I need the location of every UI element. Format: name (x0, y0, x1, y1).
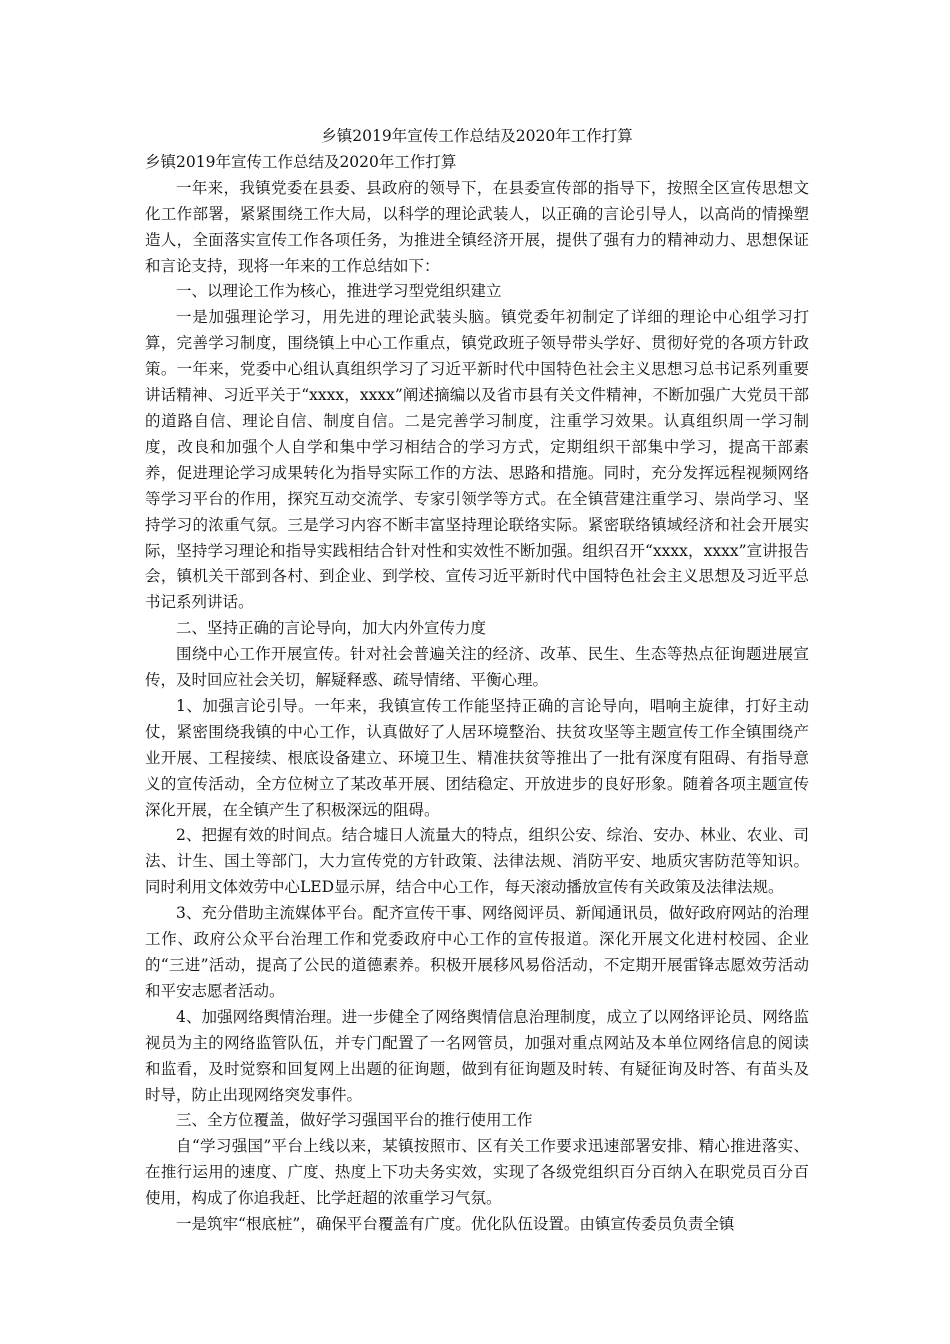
paragraph-item-2: 2、把握有效的时间点。结合墟日人流量大的特点，组织公安、综治、安办、林业、农业、司法、计生、国土等部门，大力宣传党的方针政策、法律法规、消防平安、地质灾害防范等知识。同时利用文体效劳中心LED显示屏，结合中心工作，每天滚动播放宣传有关政策及法律法规。 (145, 826, 809, 897)
paragraph-central-work: 围绕中心工作开展宣传。针对社会普遍关注的经济、改革、民生、生态等热点征询题进展宣传，及时回应社会关切，解疑释惑、疏导情绪、平衡心理。 (145, 645, 809, 690)
paragraph-item-1: 1、加强言论引导。一年来，我镇宣传工作能坚持正确的言论导向，唱响主旋律，打好主动仗，紧密围绕我镇的中心工作，认真做好了人居环境整治、扶贫攻坚等主题宣传工作全镇围绕产业开展、工程接续、根底设备建立、环境卫生、精准扶贫等推出了一批有深度有阻碍、有指导意义的宣传活动，全方位树立了某改革开展、团结稳定、开放进步的良好形象。随着各项主题宣传深化开展，在全镇产生了积极深远的阻碍。 (145, 696, 809, 819)
paragraph-platform: 自“学习强国”平台上线以来，某镇按照市、区有关工作要求迅速部署安排、精心推进落实、在推行运用的速度、广度、热度上下功夫务实效，实现了各级党组织百分百纳入在职党员百分百使用，构成了你追我赶、比学赶超的浓重学习气氛。 (145, 1137, 809, 1208)
document-page (145, 124, 809, 1238)
paragraph-item-3: 3、充分借助主流媒体平台。配齐宣传干事、网络阅评员、新闻通讯员，做好政府网站的治理工作、政府公众平台治理工作和党委政府中心工作的宣传报道。深化开展文化进村校园、企业的“三进”活动，提高了公民的道德素养。积极开展移风易俗活动，不定期开展雷锋志愿效劳活动和平安志愿者活动。 (145, 904, 809, 1000)
document-subtitle: 乡镇2019年宣传工作总结及2020年工作打算 (145, 152, 457, 171)
section-heading-2: 二、坚持正确的言论导向，加大内外宣传力度 (176, 619, 487, 638)
paragraph-item-4: 4、加强网络舆情治理。进一步健全了网络舆情信息治理制度，成立了以网络评论员、网络监视员为主的网络监管队伍，并专门配置了一名网管员，加强对重点网站及本单位网络信息的阅读和监看，及时觉察和回复网上出题的征询题，做到有征询题及时转、有疑征询及时答、有苗头及时导，防止出现网络突发事件。 (145, 1007, 809, 1104)
paragraph-theory-study: 一是加强理论学习，用先进的理论武装头脑。镇党委年初制定了详细的理论中心组学习打算，完善学习制度，围绕镇上中心工作重点，镇党政班子领导带头学好、贯彻好党的各项方针政策。一年来，党委中心组认真组织学习了习近平新时代中国特色社会主义思想习总书记系列重要讲话精神、习近平关于“xxxx，xxxx”阐述摘编以及省市县有关文件精神，不断加强广大党员干部的道路自信、理论自信、制度自信。二是完善学习制度，注重学习效果。认真组织周一学习制度，改良和加强个人自学和集中学习相结合的学习方式，定期组织干部集中学习，提高干部素养，促进理论学习成果转化为指导实际工作的方法、思路和措施。同时，充分发挥远程视频网络等学习平台的作用，探究互动交流学、专家引领学等方式。在全镇营建注重学习、崇尚学习、坚持学习的浓重气氛。三是学习内容不断丰富坚持理论联络实际。紧密联络镇域经济和社会开展实际，坚持学习理论和指导实践相结合针对性和实效性不断加强。组织召开“xxxx，xxxx”宣讲报告会，镇机关干部到各村、到企业、到学校、宣传习近平新时代中国特色社会主义思想及习近平总书记系列讲话。 (145, 308, 809, 612)
section-heading-1: 一、以理论工作为核心，推进学习型党组织建立 (176, 282, 502, 301)
paragraph-intro: 一年来，我镇党委在县委、县政府的领导下，在县委宣传部的指导下，按照全区宣传思想文化工作部署，紧紧围绕工作大局，以科学的理论武装人，以正确的言论引导人，以高尚的情操塑造人，全面落实宣传工作各项任务，为推进全镇经济开展，提供了强有力的精神动力、思想保证和言论支持，现将一年来的工作总结如下： (145, 178, 809, 275)
document-title: 乡镇2019年宣传工作总结及2020年工作打算 (321, 127, 633, 145)
section-heading-3: 三、全方位覆盖，做好学习强国平台的推行使用工作 (176, 1111, 533, 1130)
paragraph-foundation: 一是筑牢“根底桩”，确保平台覆盖有广度。优化队伍设置。由镇宣传委员负责全镇 (176, 1215, 735, 1234)
